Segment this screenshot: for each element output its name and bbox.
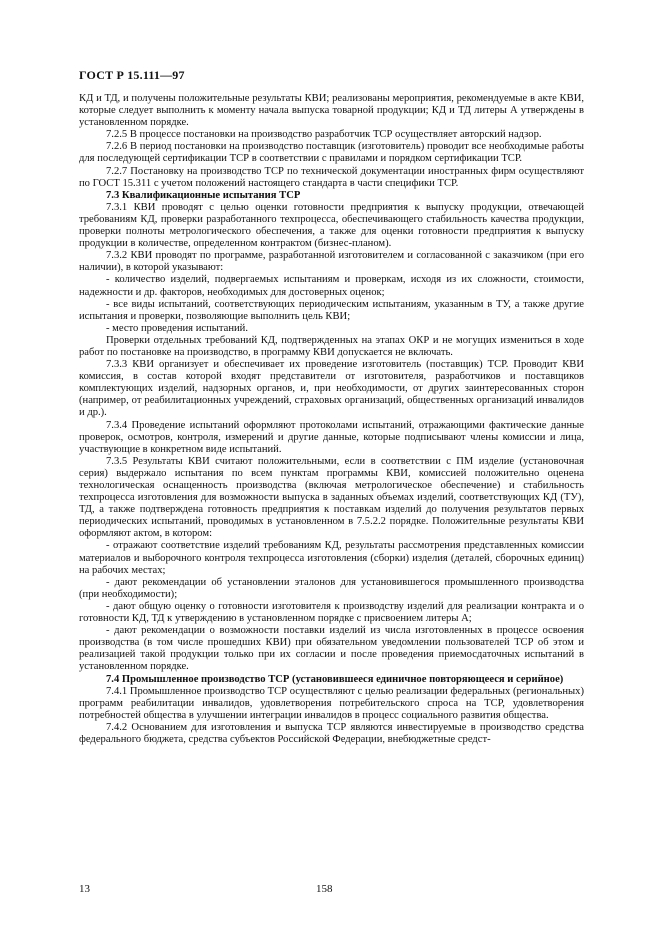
paragraph: 7.2.5 В процессе постановки на производство разработчик ТСР осуществляет авторский надзор. bbox=[106, 129, 542, 141]
page-number-left: 13 bbox=[79, 883, 90, 895]
paragraph: 7.2.7 Постановку на производство ТСР по технической документации иностранных фирм осуществляют по ГОСТ 15.311 с учетом положений настоящего стандарта в части специфики ТСР. bbox=[79, 165, 584, 189]
paragraph: КД и ТД, и получены положительные результаты КВИ; реализованы мероприятия, рекомендуемые в акте КВИ, которые следует выполнить к моменту начала выпуска товарной продукции; КД и ТД литеры А утверждены в установленном порядке. bbox=[79, 93, 584, 129]
list-item: - дают рекомендации о возможности поставки изделий из числа изготовленных в процессе освоения производства (в том числе прошедших КВИ) при обязательном уведомлении пользователей ТСР об этом и реализацией такой продукции только при их согласии и после проведения приемосдаточных испытаний в установленном порядке. bbox=[79, 625, 584, 673]
list-item: - дают общую оценку о готовности изготовителя к производству изделий для реализации контракта и о готовности КД, ТД к утверждению в установленном порядке с присвоением литеры А; bbox=[79, 600, 584, 625]
list-item: - все виды испытаний, соответствующих периодическим испытаниям, указанным в ТУ, а также другие испытания и проверки, позволяющие выполнить цель КВИ; bbox=[79, 298, 584, 322]
paragraph: 7.3.2 КВИ проводят по программе, разработанной изготовителем и согласованной с заказчиком (при его наличии), в которой указывают: bbox=[79, 250, 584, 274]
page-number-center: 158 bbox=[316, 883, 333, 895]
document-header: ГОСТ Р 15.111—97 bbox=[79, 68, 185, 82]
list-item: - дают рекомендации об установлении эталонов для установившегося промышленного производства (при необходимости); bbox=[79, 576, 584, 600]
list-item: - отражают соответствие изделий требованиям КД, результаты рассмотрения представленных комиссии материалов и выборочного контроля техпроцесса изготовления (сборки) изделия (деталей, сборочных единиц) на рабочих местах; bbox=[79, 540, 584, 576]
section-heading: 7.4 Промышленное производство ТСР (установившееся единичное повторяющееся и серийное) bbox=[106, 673, 564, 685]
paragraph: 7.2.6 В период постановки на производство поставщик (изготовитель) проводит все необходимые работы для последующей сертификации ТСР в соответствии с правилами и порядком сертификации ТСР. bbox=[79, 141, 584, 165]
paragraph: 7.3.4 Проведение испытаний оформляют протоколами испытаний, отражающими фактические данные проверок, осмотров, контроля, измерений и другие данные, которые подписывают члены комиссии и лица, участвующие в конкретном виде испытаний. bbox=[79, 419, 584, 455]
list-item: - количество изделий, подвергаемых испытаниям и проверкам, исходя из их сложности, стоимости, надежности и др. факторов, необходимых для достоверных оценок; bbox=[79, 274, 584, 298]
document-body bbox=[79, 93, 584, 746]
paragraph: 7.3.1 КВИ проводят с целью оценки готовности предприятия к выпуску продукции, отвечающей требованиям КД, проверки разработанного техпроцесса, обеспечивающего стабильность качества продукции, проверки полноты метрологического обеспечения, а также для оценки готовности предприятия к выпуску продукции в количестве, определенном контрактом (бизнес-планом). bbox=[79, 201, 584, 250]
list-item: - место проведения испытаний. bbox=[106, 322, 248, 334]
paragraph: 7.4.1 Промышленное производство ТСР осуществляют с целью реализации федеральных (региональных) программ реабилитации инвалидов, удовлетворения потребительского спроса на ТСР, удовлетворения потребностей общества в улучшении интеграции инвалидов в процесс социального развития общества. bbox=[79, 685, 584, 721]
paragraph: 7.4.2 Основанием для изготовления и выпуска ТСР являются инвестируемые в производство средства федерального бюджета, средства субъектов Российской Федерации, внебюджетные средст- bbox=[79, 721, 584, 745]
paragraph: Проверки отдельных требований КД, подтвержденных на этапах ОКР и не могущих измениться в ходе работ по постановке на производство, в программу КВИ допускается не включать. bbox=[79, 334, 584, 358]
paragraph: 7.3.5 Результаты КВИ считают положительными, если в соответствии с ПМ изделие (установочная серия) выдержало испытания по всем пунктам программы КВИ, комиссией положительно оценена технологическая оснащенность производства (включая метрологическое обеспечение) и стабильность техпроцесса изготовления для возможности выпуска в заданных объемах изделий, соответствующих КД (ТУ), ТД, а также подтверждена готовность предприятия к поставкам изделий до получения результатов первых периодических испытаний, проводимых в установленном в 7.5.2.2 порядке. Положительные результаты КВИ оформляют актом, в котором: bbox=[79, 455, 584, 540]
section-heading: 7.3 Квалификационные испытания ТСР bbox=[106, 189, 301, 201]
paragraph: 7.3.3 КВИ организует и обеспечивает их проведение изготовитель (поставщик) ТСР. Проводит КВИ комиссия, в состав которой входят представители от изготовителя, разработчиков и поставщиков комплектующих изделий, надзорных органов, и, при необходимости, от других заинтересованных сторон (например, от реабилитационных учреждений, страховых организаций, общественных организаций инвалидов и др.). bbox=[79, 359, 584, 419]
